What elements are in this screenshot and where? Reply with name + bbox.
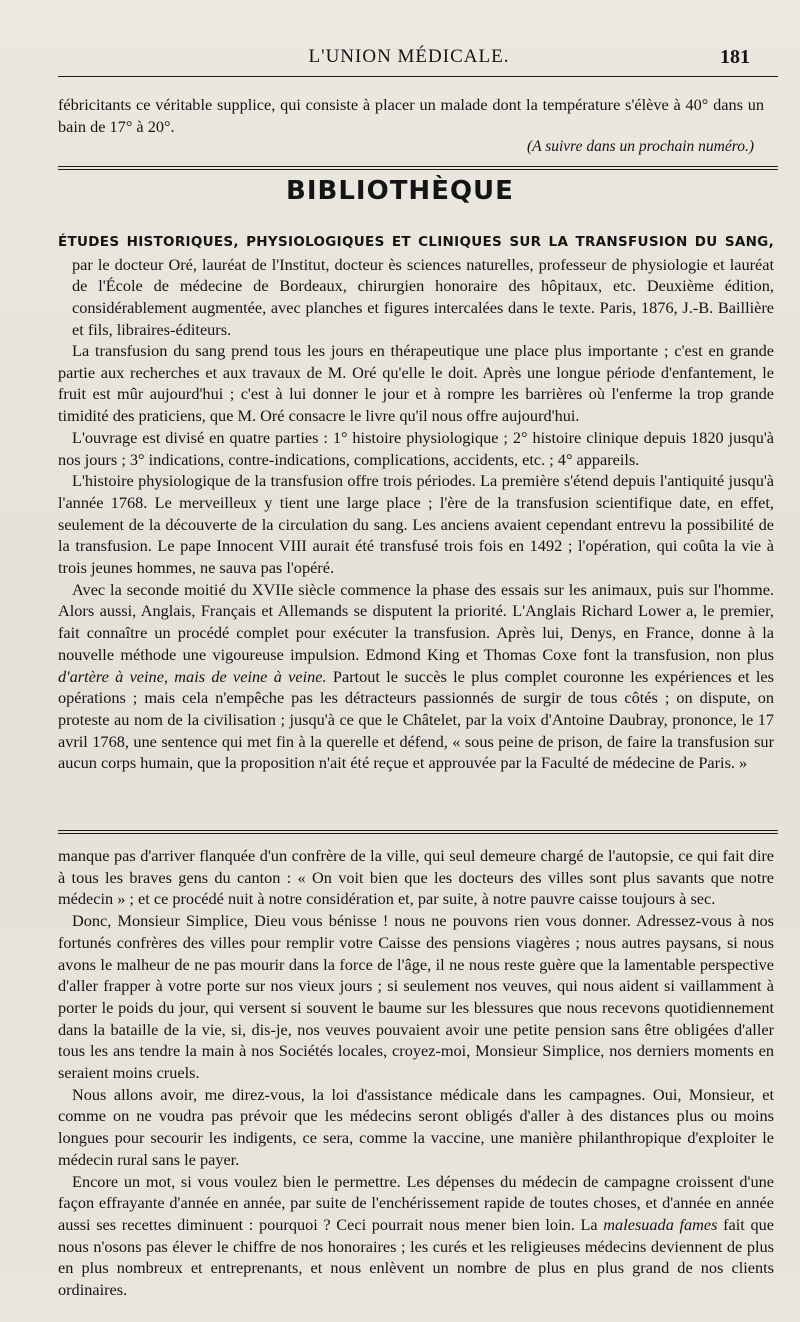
book-by: par [72,254,93,274]
serial-paragraph: manque pas d'arriver flanquée d'un confrère de la ville, qui seul demeure chargé de l'autopsie, ce qui fait dire à tous les braves gens du canton : « On voit bien que les docteurs des villes sont plus savants que notre médecin » ; et ce procédé nuit à notre considération et, par suite, à notre pauvre caisse toujours à sec. [58,846,774,909]
feuilleton-separator-rule [58,830,778,834]
review-text: Partout le succès le plus complet couronne les expériences et les opérations ; mais cela n'empêche pas les détracteurs passionnés de surgir de tous côtés ; on dispute, on proteste au nom de la civilisation ; jusqu'à ce que le Châtelet, par la voix d'Antoine Daubray, prononce, le 17 avril 1768, une sentence qui met fin à la querelle et défend, « sous peine de prison, de faire la transfusion sur aucun corps humain, que la proposition n'ait été reçue et approuvée par la Faculté de médecine de Paris. » [58,666,774,773]
page-header [56,44,762,74]
running-title: L'UNION MÉDICALE. [308,46,510,67]
feuilleton-column [58,845,774,1301]
review-paragraph [58,579,774,774]
book-review [58,340,774,774]
review-text: Avec la seconde moitié du XVIIe siècle commence la phase des essais sur les animaux, puis sur l'homme. Alors aussi, Anglais, Français et Allemands se disputent la priorité. L'Anglais Richard Lower a, le premier, fait connaître un procédé complet pour exécuter la transfusion. Après lui, Denys, en France, donne à la nouvelle méthode une vigoureuse impulsion. Edmond King et Thomas Coxe font la transfusion, non plus [58,579,774,664]
serial-paragraph: Nous allons avoir, me direz-vous, la loi d'assistance médicale dans les campagnes. Oui, Monsieur, et comme on ne voudra pas prévoir que les médecins seront obligés d'aller à des distances plus ou moins longues pour secourir les indigents, ce sera, comme la vaccine, une manière philanthropique d'exploiter le médecin rural sans le payer. [58,1084,774,1169]
serial-italic-text: malesuada fames [603,1214,718,1234]
serial-paragraph: Donc, Monsieur Simplice, Dieu vous bénisse ! nous ne pouvons rien vous donner. Adressez-vous à nos fortunés confrères des villes pour remplir votre Caisse des pensions viagères ; nous autres paysans, si nous avons le malheur de ne pas mourir dans la force de l'âge, il ne nous reste guère que la lamentable perspective d'aller frapper à votre porte sur nos vieux jours ; si seulement nos veuves, qui nous aident si vaillamment à porter le poids du jour, qui versent si souvent le baume sur les blessures que nous recevons quotidiennement dans la bataille de la vie, si, dis-je, nos veuves pouvaient avoir une petite pension sans être obligées d'aller tous les ans tendre la main à nos Sociétés locales, croyez-moi, Monsieur Simplice, nos derniers moments en seraient moins cruels. [58,911,774,1083]
section-heading: BIBLIOTHÈQUE [286,176,514,206]
section-separator-rule [58,166,778,170]
serial-text: Encore un mot, si vous voulez bien le permettre. Les dépenses du médecin de campagne croissent d'une façon effrayante d'année en année, par suite de l'enchérissement rapide de toutes choses, et d'année en année aussi ses recettes diminuent : pourquoi ? Ceci pourrait nous mener bien loin. La [58,1171,774,1234]
continued-text: fébricitants ce véritable supplice, qui consiste à placer un malade dont la température s'élève à 40° dans un bain de 17° à 20°. [58,95,764,136]
book-details: le docteur Oré, lauréat de l'Institut, docteur ès sciences naturelles, professeur de physiologie et lauréat de l'École de médecine de Bordeaux, chirurgien honoraire des hôpitaux, etc. Deuxième édition, considérablement augmentée, avec planches et figures intercalées dans le texte. Paris, 1876, J.-B. Baillière et fils, libraires-éditeurs. [72,254,774,339]
book-title: ÉTUDES HISTORIQUES, PHYSIOLOGIQUES ET CLINIQUES SUR LA TRANSFUSION DU SANG, [58,234,774,250]
book-citation [58,230,774,341]
book-entry [58,230,774,341]
review-paragraph: L'ouvrage est divisé en quatre parties : 1° histoire physiologique ; 2° histoire clinique depuis 1820 jusqu'à nos jours ; 3° indications, contre-indications, complications, accidents, etc. ; 4° appareils. [58,427,774,469]
serial-text: fait que nous n'osons pas élever le chiffre de nos honoraires ; les curés et les religieuses médecins deviennent de plus en plus nombreux et entreprenants, et nous enlèvent un nombre de plus en plus grand de nos clients ordinaires. [58,1214,774,1300]
review-paragraph: L'histoire physiologique de la transfusion offre trois périodes. La première s'étend depuis l'antiquité jusqu'à l'année 1768. Le merveilleux y tient une large place ; l'ère de la transfusion scientifique date, en effet, seulement de la découverte de la circulation du sang. Les anciens avaient cependant entrevu la possibilité de la transfusion. Le pape Innocent VIII aurait été transfusé trois fois en 1492 ; l'opération, qui coûta la vie à trois jeunes hommes, ne sauva pas l'opéré. [58,471,774,578]
continued-article-end [58,94,764,137]
page-number: 181 [720,46,750,68]
review-paragraph: La transfusion du sang prend tous les jours en thérapeutique une place plus importante ; c'est en grande partie aux recherches et aux travaux de M. Oré qu'elle le doit. Après une longue période d'enfantement, le fruit est mûr aujourd'hui ; c'est à lui donner le jour et à rompre les barrières où l'enferme la trop grande timidité des praticiens, que M. Oré consacre le livre qu'il nous offre aujourd'hui. [58,341,774,426]
serial-paragraph [58,1171,774,1301]
review-italic-text: d'artère à veine, mais de veine à veine. [58,666,327,686]
header-rule [58,76,778,77]
to-be-continued-note: (A suivre dans un prochain numéro.) [526,138,754,155]
